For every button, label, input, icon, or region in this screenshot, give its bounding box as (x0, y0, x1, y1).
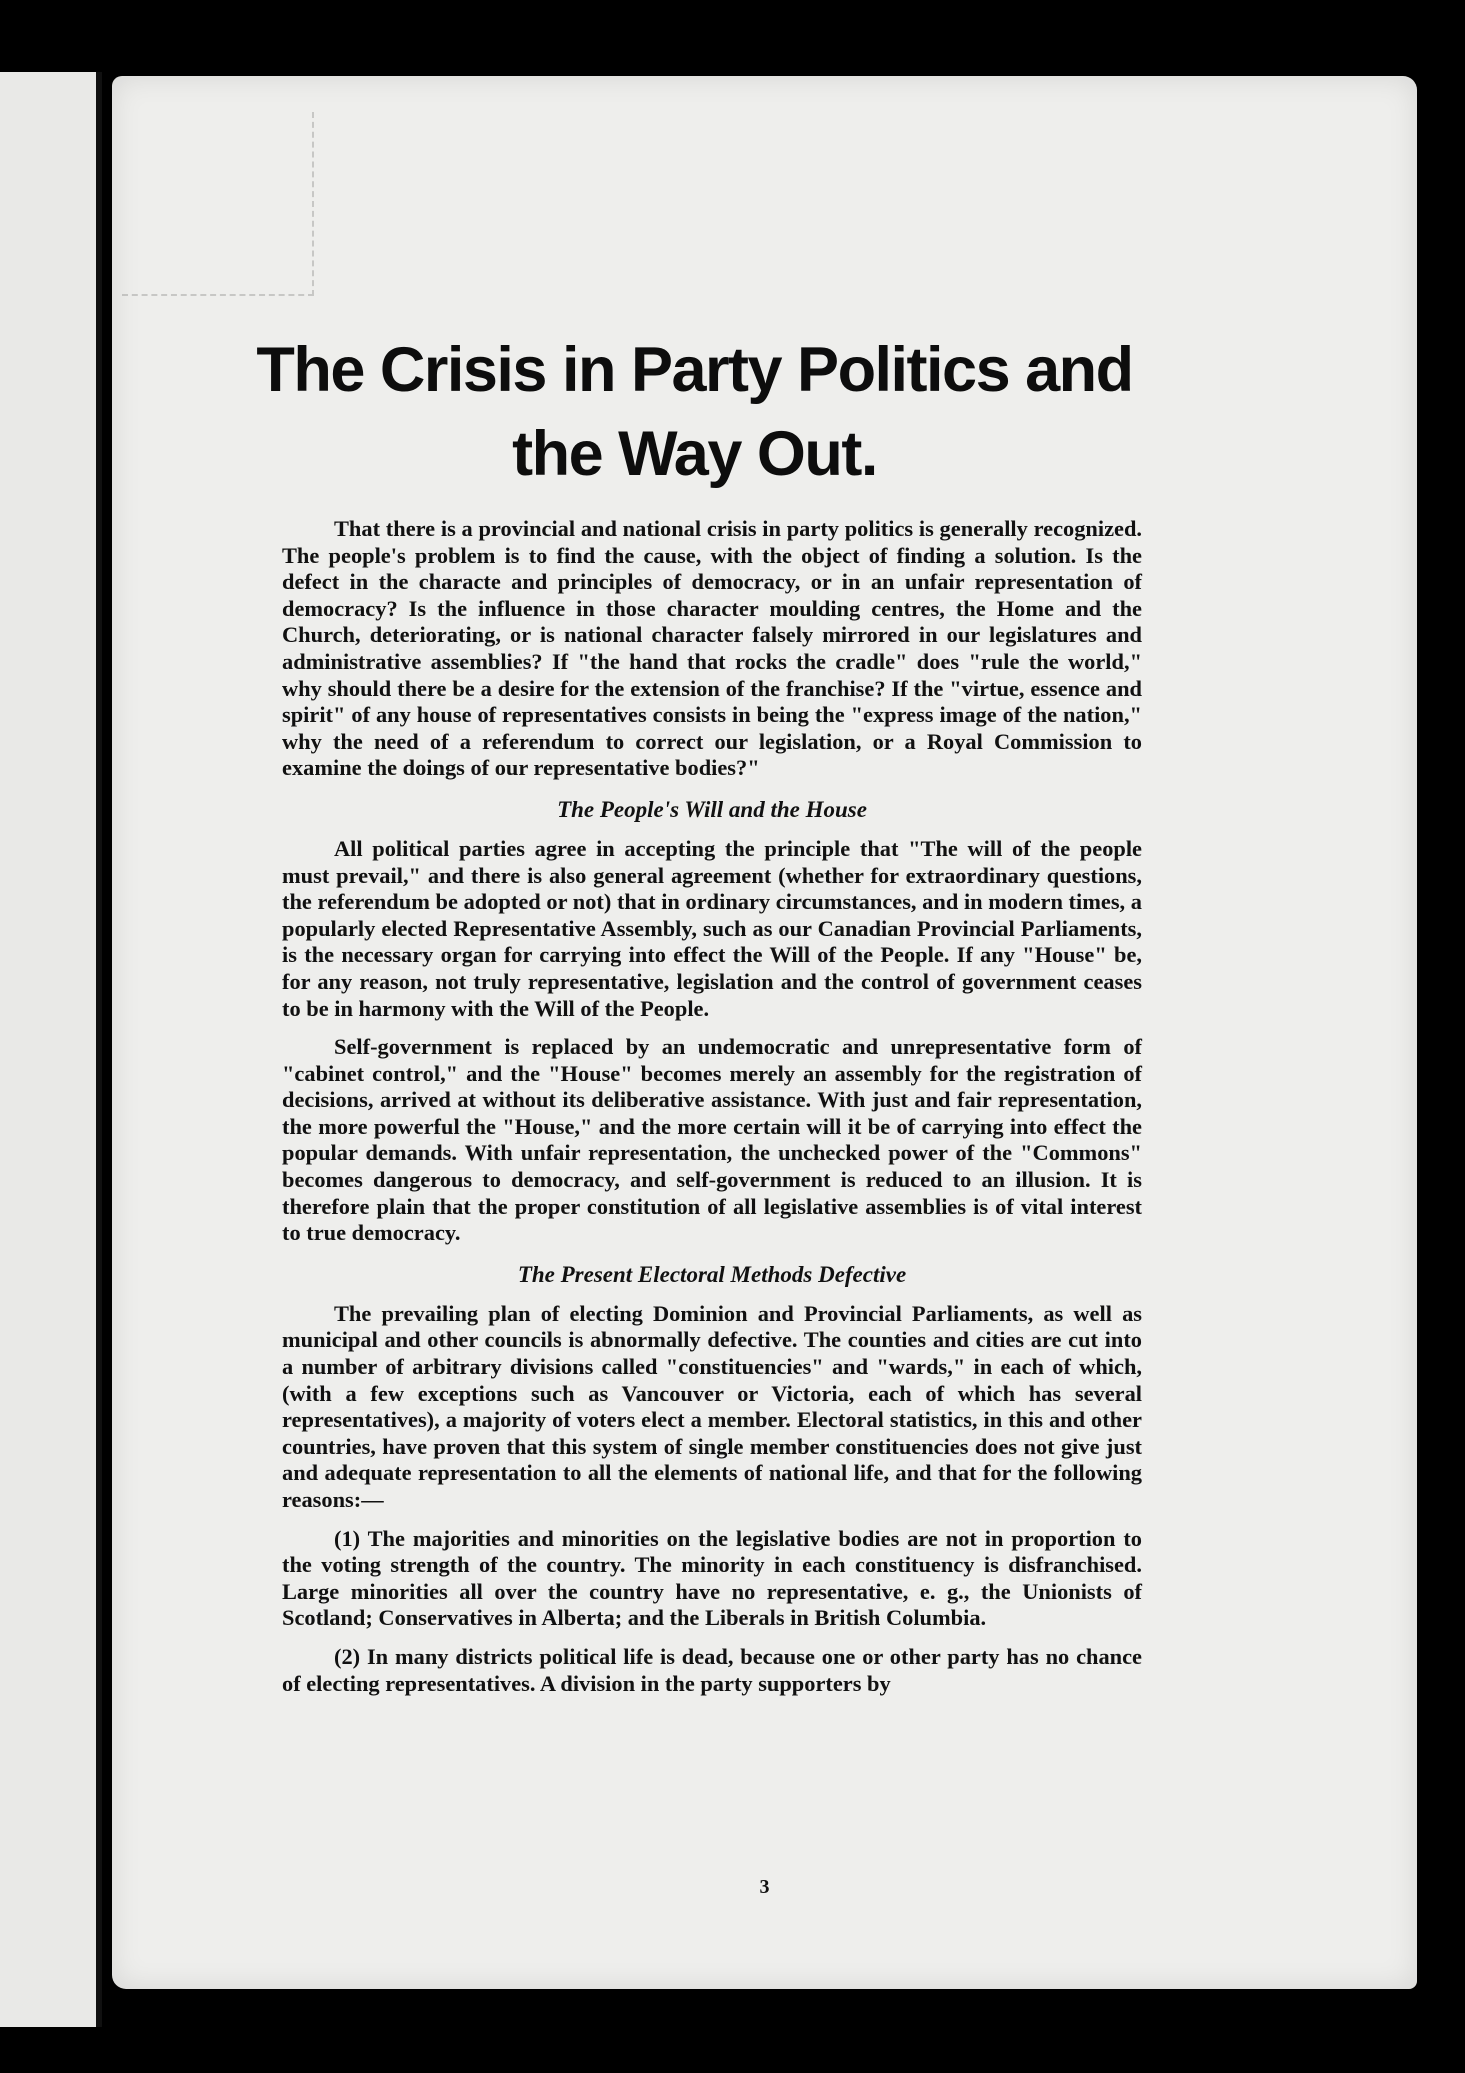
library-stamp (122, 112, 314, 296)
adjacent-page-edge (0, 72, 102, 2027)
section-heading-electoral-methods: The Present Electoral Methods Defective (517, 1261, 907, 1287)
document-body (282, 516, 1142, 1709)
page-number: 3 (759, 1876, 770, 1898)
intro-paragraph: That there is a provincial and national crisis in party politics is generally recognized. The people's problem is to find the cause, with the object of finding a solution. Is the defect in the characte and principles of democracy, or in an unfair representation of democracy? Is the influence in those character moulding centres, the Home and the Church, deteriorating, or is national character falsely mirrored in our legislatures and administrative assemblies? If "the hand that rocks the cradle" does "rule the world," why should there be a desire for the extension of the franchise? If the "virtue, essence and spirit" of any house of representatives consists in being the "express image of the nation," why the need of a referendum to correct our legislation, or a Royal Commission to examine the doings of our representative bodies?" (282, 516, 1142, 781)
document-title: The Crisis in Party Politics and the Way Out. (256, 335, 1133, 489)
paragraph-peoples-will-2: Self-government is replaced by an undemocratic and unrepresentative form of "cabinet control," and the "House" becomes merely an assembly for the registration of decisions, arrived at without its deliberative assistance. With just and fair representation, the more powerful the "House," and the more certain will it be of carrying into effect the popular demands. With unfair representation, the unchecked power of the "Commons" becomes dangerous to democracy, and self-government is reduced to an illusion. It is therefore plain that the proper constitution of all legislative assemblies is of vital interest to true democracy. (282, 1034, 1142, 1246)
paragraph-reason-2: (2) In many districts political life is dead, because one or other party has no chance of electing representatives. A division in the party supporters by (282, 1643, 1142, 1696)
section-heading-peoples-will: The People's Will and the House (557, 796, 867, 822)
document-page (112, 76, 1417, 1989)
paragraph-peoples-will-1: All political parties agree in accepting the principle that "The will of the people must prevail," and there is also general agreement (whether for extraordinary questions, the referendum be adopted or not) that in ordinary circumstances, and in modern times, a popularly elected Representative Assembly, such as our Canadian Provincial Parliaments, is the necessary organ for carrying into effect the Will of the People. If any "House" be, for any reason, not truly representative, legislation and the control of government ceases to be in harmony with the Will of the People. (282, 835, 1142, 1021)
paragraph-electoral-methods-1: The prevailing plan of electing Dominion and Provincial Parliaments, as well as municipal and other councils is abnormally defective. The counties and cities are cut into a number of arbitrary divisions called "constituencies" and "wards," in each of which, (with a few exceptions such as Vancouver or Victoria, each of which has several representatives), a majority of voters elect a member. Electoral statistics, in this and other countries, have proven that this system of single member constituencies does not give just and adequate representation to all the elements of national life, and that for the following reasons:— (282, 1300, 1142, 1512)
paragraph-reason-1: (1) The majorities and minorities on the legislative bodies are not in proportion to the voting strength of the country. The minority in each constituency is disfranchised. Large minorities all over the country have no representative, e. g., the Unionists of Scotland; Conservatives in Alberta; and the Liberals in British Columbia. (282, 1525, 1142, 1631)
